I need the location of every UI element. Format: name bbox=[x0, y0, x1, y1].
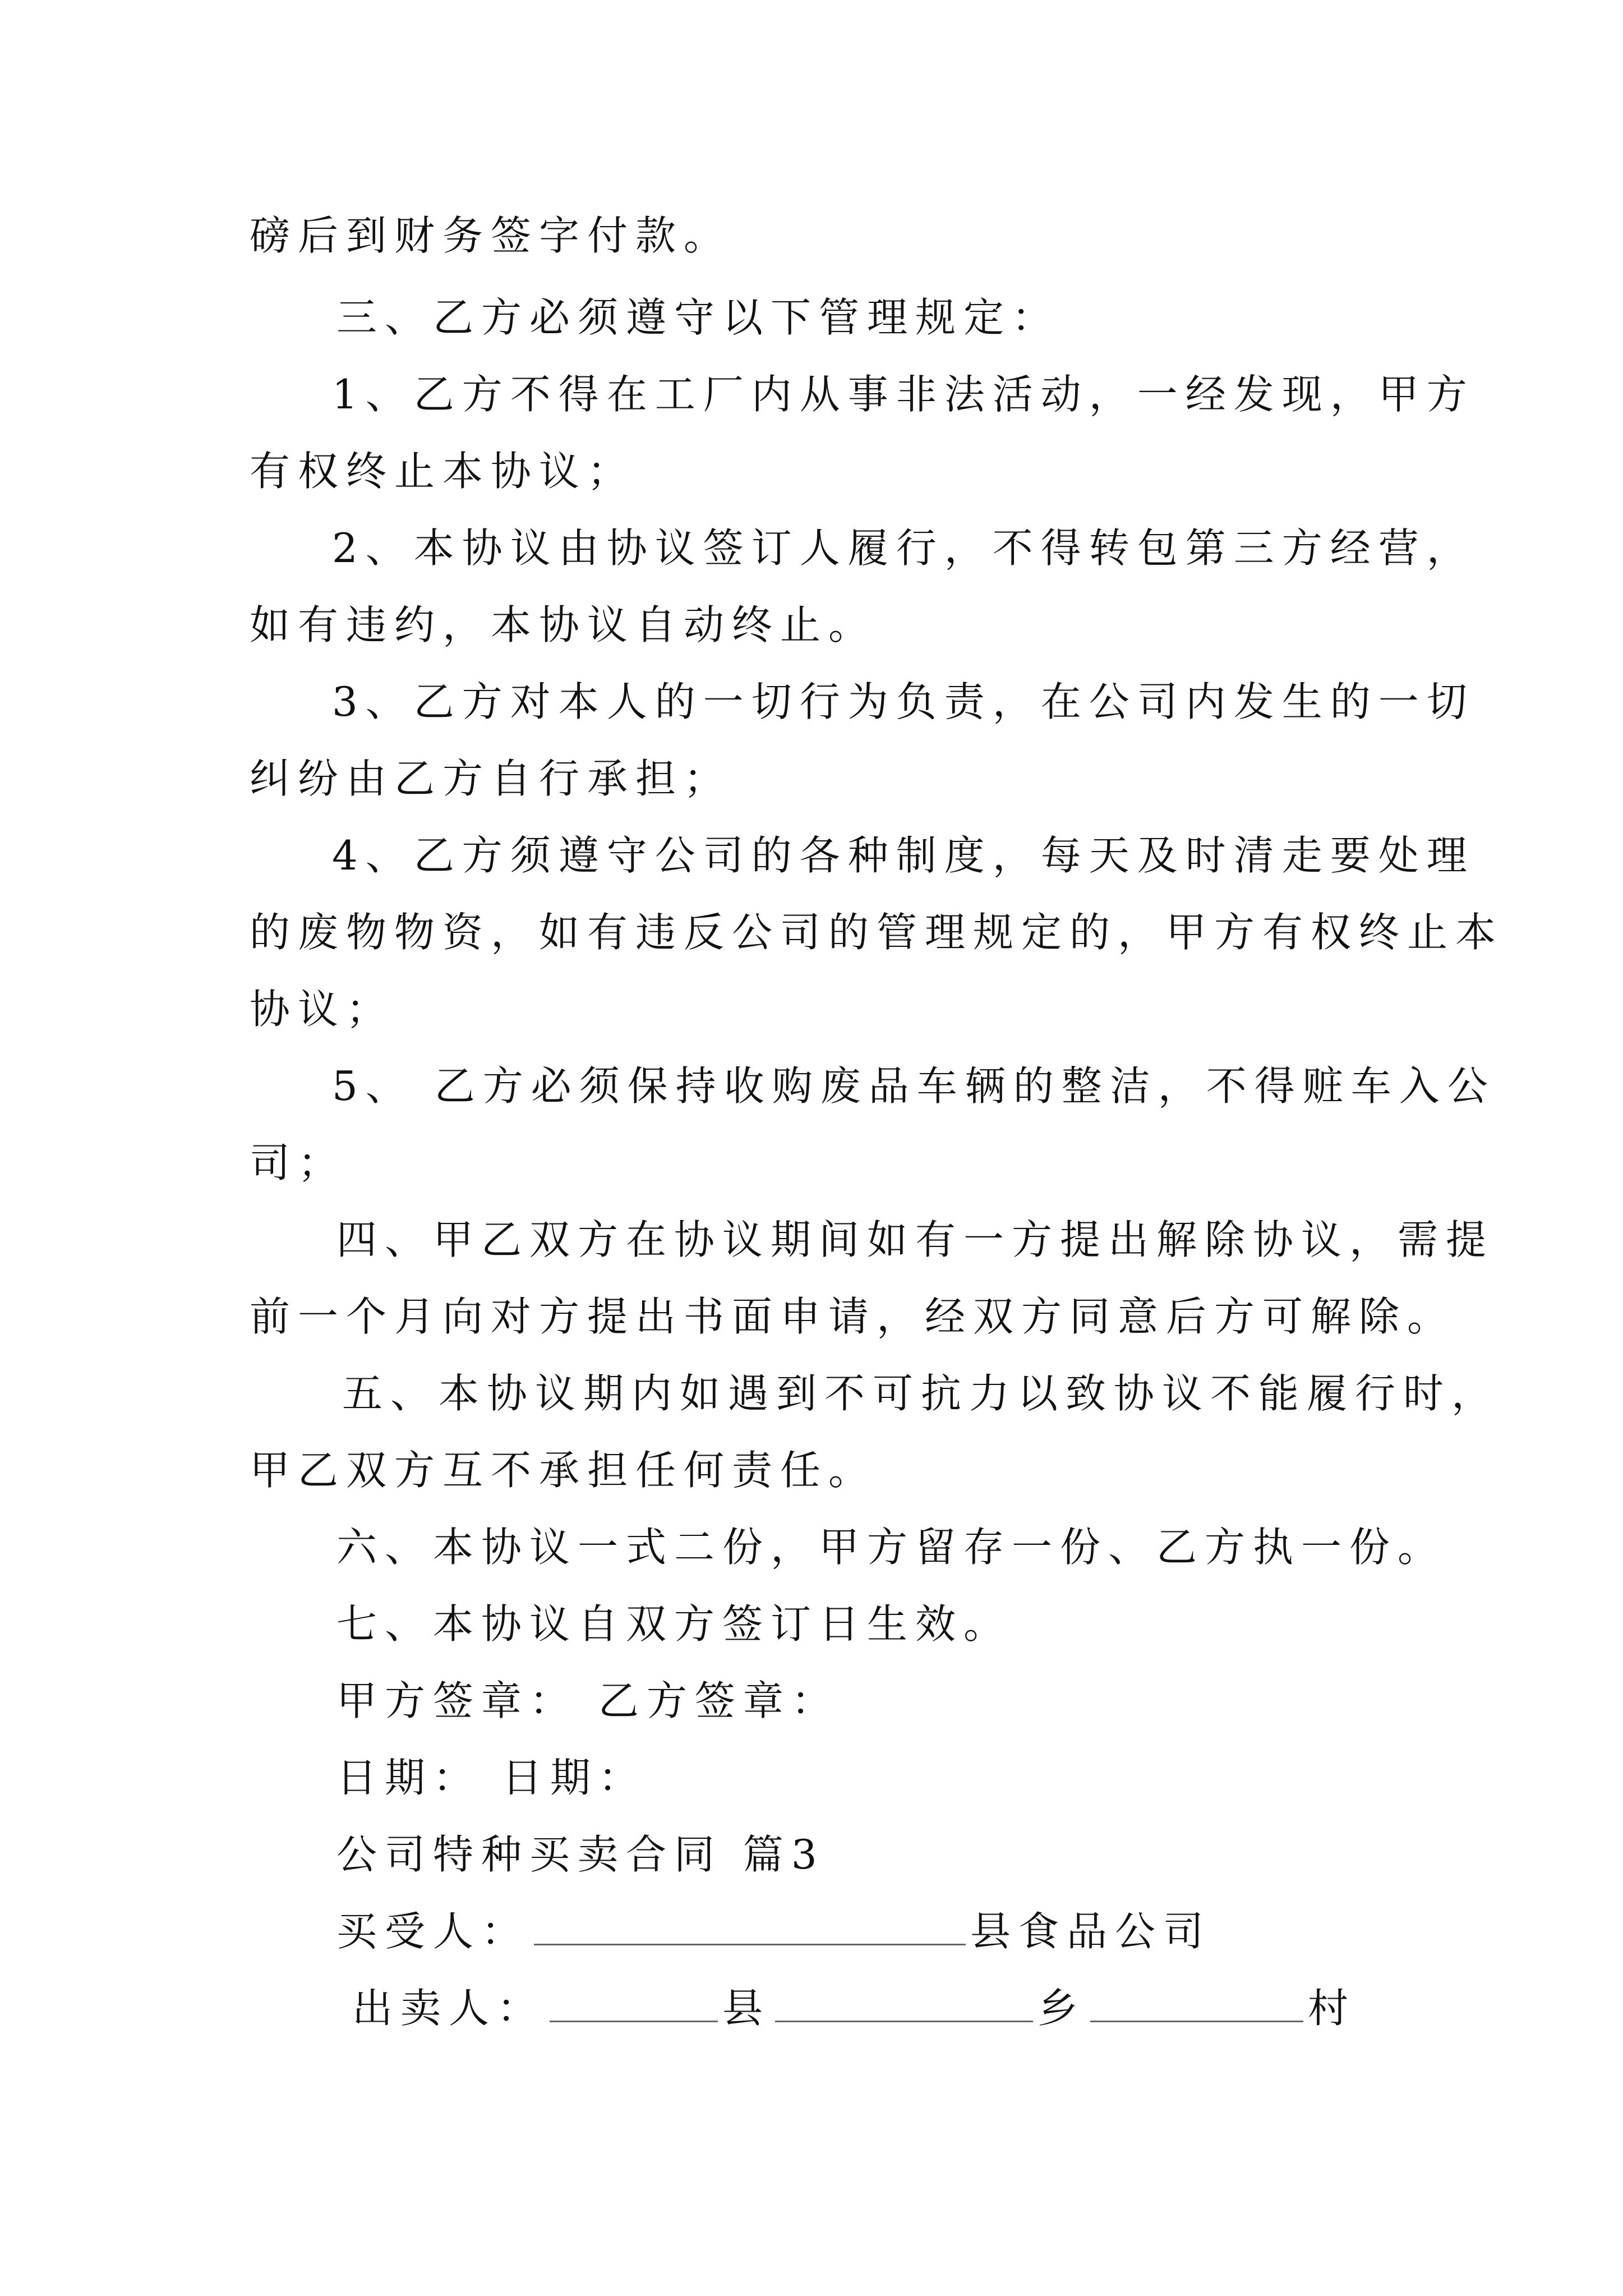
text-line: 4、乙方须遵守公司的各种制度，每天及时清走要处理 bbox=[332, 832, 1475, 879]
buyer-label: 买受人： bbox=[336, 1908, 530, 1955]
text-line: 五、本协议期内如遇到不可抗力以致协议不能履行时， bbox=[342, 1370, 1500, 1417]
seller-village-blank bbox=[1090, 1985, 1303, 2022]
seller-label: 出卖人： bbox=[352, 1985, 546, 2032]
date-line: 日期： 日期： bbox=[336, 1754, 647, 1801]
text-line: 有权终止本协议； bbox=[250, 448, 636, 495]
text-line: 3、乙方对本人的一切行为负责，在公司内发生的一切 bbox=[332, 678, 1475, 725]
text-line: 七、本协议自双方签订日生效。 bbox=[336, 1600, 1012, 1648]
seller-county: 县 bbox=[722, 1985, 771, 2032]
text-line: 协议； bbox=[250, 986, 395, 1033]
seller-village: 村 bbox=[1308, 1985, 1357, 2032]
section-title: 公司特种买卖合同 篇3 bbox=[336, 1831, 825, 1878]
text-line: 5、 乙方必须保持收购废品车辆的整洁，不得赃车入公 bbox=[332, 1062, 1496, 1110]
text-line: 甲乙双方互不承担任何责任。 bbox=[250, 1447, 877, 1494]
buyer-blank bbox=[534, 1908, 966, 1945]
text-line: 2、本协议由协议签订人履行，不得转包第三方经营， bbox=[332, 524, 1475, 572]
text-line: 司； bbox=[250, 1139, 347, 1186]
text-line: 如有违约，本协议自动终止。 bbox=[250, 601, 877, 648]
text-line: 磅后到财务签字付款。 bbox=[250, 212, 732, 259]
text-line: 六、本协议一式二份，甲方留存一份、乙方执一份。 bbox=[336, 1524, 1446, 1571]
text-line: 1、乙方不得在工厂内从事非法活动，一经发现，甲方 bbox=[332, 371, 1475, 418]
seller-county-blank bbox=[550, 1985, 718, 2022]
text-line: 的废物物资，如有违反公司的管理规定的，甲方有权终止本 bbox=[250, 909, 1504, 956]
buyer-line bbox=[336, 1904, 1211, 1958]
text-line: 纠纷由乙方自行承担； bbox=[250, 755, 732, 802]
buyer-suffix: 县食品公司 bbox=[970, 1908, 1212, 1955]
signature-line: 甲方签章： 乙方签章： bbox=[336, 1677, 840, 1724]
text-line: 三、乙方必须遵守以下管理规定： bbox=[336, 294, 1061, 341]
text-line: 四、甲乙双方在协议期间如有一方提出解除协议，需提 bbox=[336, 1216, 1495, 1263]
seller-township: 乡 bbox=[1038, 1985, 1086, 2032]
seller-line bbox=[352, 1981, 1356, 2035]
text-line: 前一个月向对方提出书面申请，经双方同意后方可解除。 bbox=[250, 1293, 1456, 1340]
seller-township-blank bbox=[775, 1985, 1033, 2022]
